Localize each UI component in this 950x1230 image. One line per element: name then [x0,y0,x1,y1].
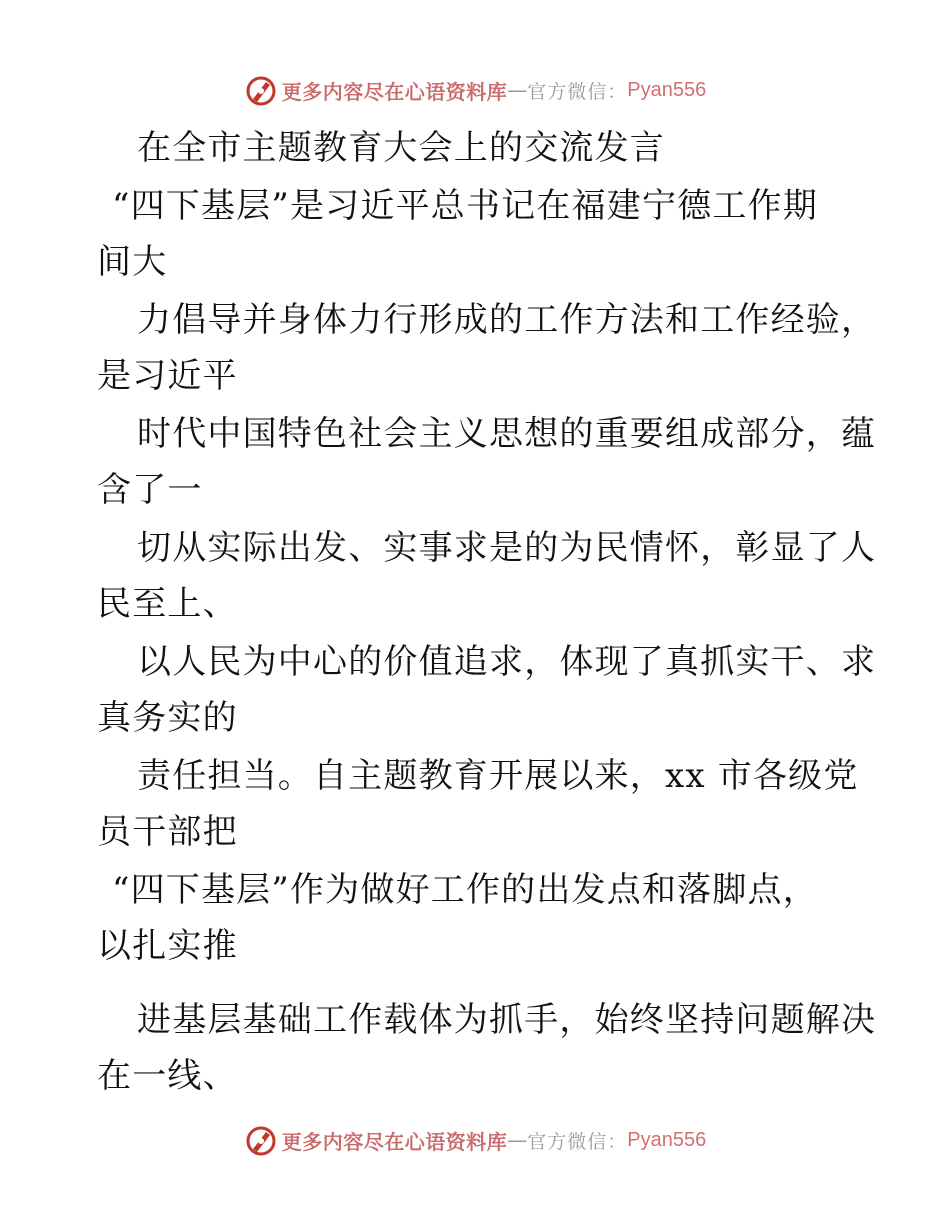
text-line: 以人民为中心的价值追求，体现了真抓实干、求 [137,642,877,682]
text-line: 民至上、 [97,584,238,624]
banner-wechat-id: Pyan556 [627,78,707,101]
banner-site-name: 更多内容尽在心语资料库 [281,1129,508,1154]
text-line: 是习近平 [97,356,238,396]
banner-wechat-label: 官方微信： [527,80,628,103]
text-line: 切从实际出发、实事求是的为民情怀，彰显了人 [137,528,877,568]
text-line: 员干部把 [97,812,238,852]
text-line: 力倡导并身体力行形成的工作方法和工作经验， [137,300,877,340]
banner-wechat-label: 官方微信： [527,1130,628,1153]
pen-logo-icon [244,1123,278,1157]
text-line: 责任担当。自主题教育开展以来，xx 市各级党 [137,756,859,796]
text-line: 进基层基础工作载体为抓手，始终坚持问题解决 [137,1000,877,1040]
text-line: 以扎实推 [97,926,238,966]
text-line: “四下基层”是习近平总书记在福建宁德工作期 [112,186,818,226]
document-title: 在全市主题教育大会上的交流发言 [137,128,665,168]
text-line: 真务实的 [97,698,238,738]
text-line: 在一线、 [97,1056,238,1096]
footer-banner [0,1120,950,1160]
text-line: 时代中国特色社会主义思想的重要组成部分，蕴 [137,414,877,454]
banner-separator: — [507,1128,528,1152]
banner-wechat-id: Pyan556 [627,1128,707,1151]
text-line: 间大 [97,242,168,282]
banner-separator: — [507,78,528,102]
text-line: 含了一 [97,470,203,510]
text-line: “四下基层”作为做好工作的出发点和落脚点， [112,870,818,910]
banner-site-name: 更多内容尽在心语资料库 [281,79,508,104]
